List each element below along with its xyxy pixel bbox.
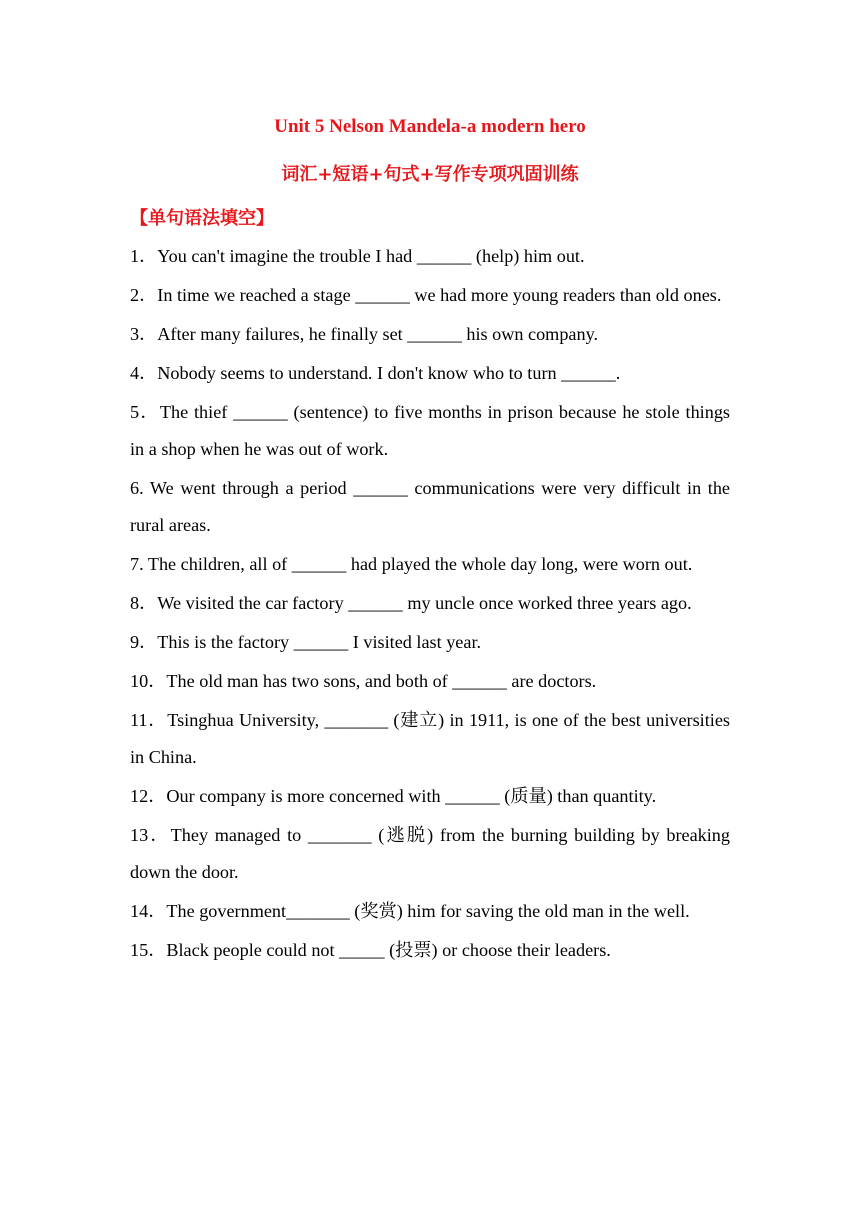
question-item: 12．Our company is more concerned with ______ (质量) than quantity. [130,786,657,806]
question-item: 7. The children, all of ______ had played the whole day long, were worn out. [130,554,693,574]
question-item: 15．Black people could not _____ (投票) or choose their leaders. [130,940,611,960]
question-item: 10．The old man has two sons, and both of ______ are doctors. [130,671,597,691]
question-item: 13．They managed to _______ (逃脱) from the burning building by breaking down the door. [130,825,730,882]
question-item: 14．The government_______ (奖赏) him for saving the old man in the well. [130,901,690,921]
question-item: 11．Tsinghua University, _______ (建立) in 1911, is one of the best universities in China. [130,710,730,767]
question-item: 2．In time we reached a stage ______ we had more young readers than old ones. [130,285,722,305]
document-title: Unit 5 Nelson Mandela-a modern hero [274,116,586,137]
document-subtitle: 词汇+短语+句式+写作专项巩固训练 [281,164,579,185]
section-heading: 【单句语法填空】 [130,208,274,229]
question-item: 5．The thief ______ (sentence) to five months in prison because he stole things in a shop when he was out of work. [130,402,730,459]
question-item: 8．We visited the car factory ______ my uncle once worked three years ago. [130,593,692,613]
question-item: 6. We went through a period ______ communications were very difficult in the rural areas. [130,478,730,535]
question-item: 9．This is the factory ______ I visited last year. [130,632,482,652]
question-item: 4．Nobody seems to understand. I don't know who to turn ______. [130,363,621,383]
question-item: 1．You can't imagine the trouble I had ______ (help) him out. [130,246,585,266]
question-item: 3．After many failures, he finally set ______ his own company. [130,324,599,344]
question-list [130,238,730,971]
